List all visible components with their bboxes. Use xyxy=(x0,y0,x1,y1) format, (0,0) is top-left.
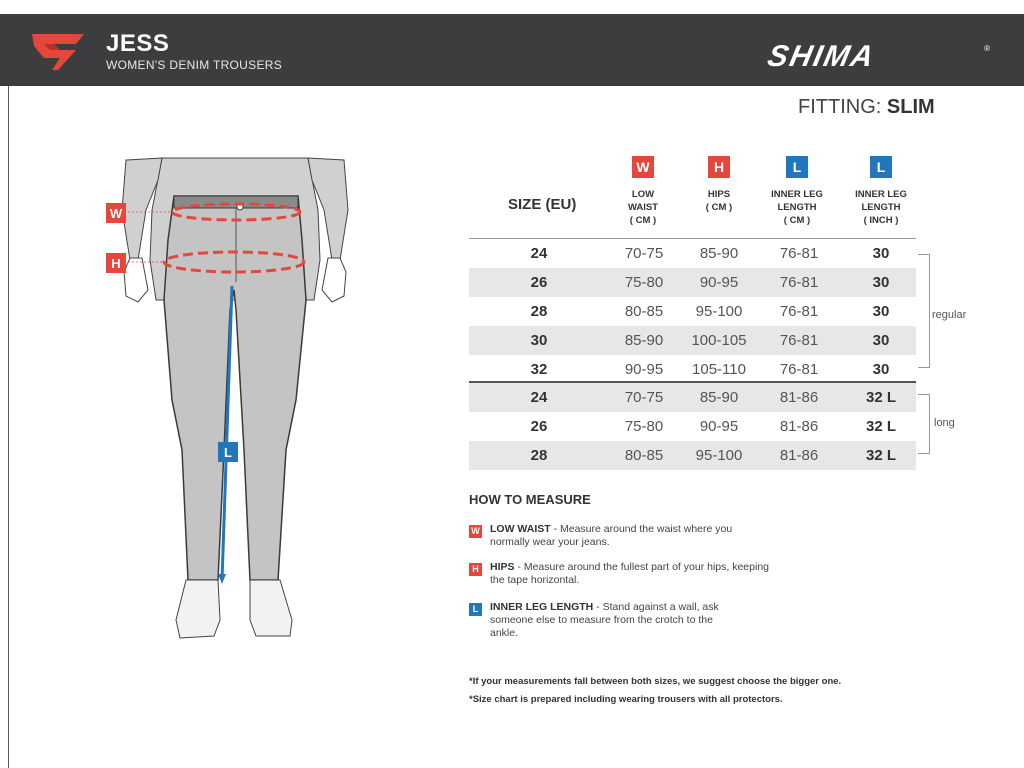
column-badge-l: L xyxy=(786,156,808,178)
brand-name: SHIMA xyxy=(764,40,879,73)
cell-waist: 70-75 xyxy=(624,245,664,262)
page-left-rule xyxy=(8,86,9,768)
figure-marker-l-label: L xyxy=(224,445,232,460)
column-label-line: WAIST xyxy=(627,202,659,213)
cell-inner-inch: 30 xyxy=(872,245,890,262)
column-badge-h: H xyxy=(708,156,730,178)
cell-hips: 90-95 xyxy=(699,274,739,291)
column-label-line: LOW xyxy=(631,189,655,200)
cell-inner-cm: 76-81 xyxy=(779,332,819,349)
cell-hips: 95-100 xyxy=(695,303,743,320)
column-badge-w: W xyxy=(632,156,654,178)
cell-inner-inch: 32 L xyxy=(865,447,896,464)
table-row xyxy=(469,383,916,412)
cell-inner-cm: 81-86 xyxy=(779,389,819,406)
footnote-between-sizes: *If your measurements fall between both sizes, we suggest choose the bigger one. xyxy=(469,676,842,687)
cell-hips: 95-100 xyxy=(695,447,743,464)
bracket-regular xyxy=(918,254,930,368)
bracket-long xyxy=(918,394,930,454)
table-row xyxy=(469,268,916,297)
column-header-hips xyxy=(674,156,764,214)
cell-inner-cm: 81-86 xyxy=(779,418,819,435)
fitting-key: FITTING: xyxy=(798,96,882,118)
cell-size: 28 xyxy=(530,447,548,464)
measure-item-name: INNER LEG LENGTH xyxy=(490,601,594,613)
measure-item-hips xyxy=(469,561,769,587)
cell-hips: 90-95 xyxy=(699,418,739,435)
column-label-line: ( CM ) xyxy=(629,215,657,226)
group-label-regular: regular xyxy=(932,309,967,321)
cell-waist: 80-85 xyxy=(624,303,664,320)
cell-hips: 105-110 xyxy=(692,361,746,378)
measure-item-text: - Stand against a wall, ask someone else to measure from the crotch to the ankle. xyxy=(490,601,719,639)
product-subtitle: WOMEN'S DENIM TROUSERS xyxy=(106,58,283,72)
cell-size: 30 xyxy=(530,332,548,349)
cell-size: 24 xyxy=(530,245,548,262)
table-row xyxy=(469,441,916,470)
shima-logo-icon xyxy=(30,32,86,72)
column-label-line: INNER LEG xyxy=(855,189,907,200)
cell-inner-inch: 32 L xyxy=(865,418,896,435)
column-label-line: LENGTH xyxy=(777,202,817,213)
cell-inner-inch: 32 L xyxy=(865,389,896,406)
table-row xyxy=(469,412,916,441)
column-label-line: ( CM ) xyxy=(705,202,733,213)
cell-inner-cm: 76-81 xyxy=(779,361,819,378)
column-label-line: INNER LEG xyxy=(771,189,823,200)
brand-registered-mark: ® xyxy=(984,44,990,53)
cell-inner-inch: 30 xyxy=(872,274,890,291)
cell-waist: 70-75 xyxy=(624,389,664,406)
table-row xyxy=(469,239,916,268)
group-label-long: long xyxy=(934,417,955,429)
cell-size: 32 xyxy=(530,361,548,378)
cell-hips: 85-90 xyxy=(699,389,739,406)
measure-item-text: - Measure around the fullest part of your hips, keeping the tape horizontal. xyxy=(490,561,769,586)
figure-marker-h-label: H xyxy=(111,256,121,271)
cell-waist: 80-85 xyxy=(624,447,664,464)
table-row xyxy=(469,297,916,326)
column-label-line: LENGTH xyxy=(861,202,901,213)
measure-badge-h: H xyxy=(469,563,482,576)
measure-item-waist xyxy=(469,523,769,549)
column-header-inner-leg-inch xyxy=(836,156,926,227)
cell-hips: 100-105 xyxy=(691,332,747,349)
cell-inner-cm: 81-86 xyxy=(779,447,819,464)
cell-size: 24 xyxy=(530,389,548,406)
measure-badge-w: W xyxy=(469,525,482,538)
figure-marker-w-label: W xyxy=(109,206,123,221)
footnote-protectors: *Size chart is prepared including wearing trousers with all protectors. xyxy=(469,694,783,705)
cell-size: 28 xyxy=(530,303,548,320)
table-row xyxy=(469,326,916,355)
cell-waist: 75-80 xyxy=(624,418,664,435)
trousers-figure-illustration xyxy=(100,150,370,650)
cell-inner-inch: 30 xyxy=(872,361,890,378)
measure-badge-l: L xyxy=(469,603,482,616)
cell-waist: 90-95 xyxy=(624,361,664,378)
cell-inner-inch: 30 xyxy=(872,303,890,320)
column-label-line: ( CM ) xyxy=(783,215,811,226)
header-bar xyxy=(0,14,1024,86)
how-to-measure-title: HOW TO MEASURE xyxy=(469,492,591,507)
cell-size: 26 xyxy=(530,418,548,435)
cell-size: 26 xyxy=(530,274,548,291)
fitting-label xyxy=(798,96,935,119)
table-row xyxy=(469,355,916,384)
brand-logo xyxy=(764,40,990,76)
fitting-value: SLIM xyxy=(886,96,935,118)
cell-inner-cm: 76-81 xyxy=(779,274,819,291)
cell-waist: 75-80 xyxy=(624,274,664,291)
size-column-header: SIZE (EU) xyxy=(508,196,577,213)
measure-item-text: - Measure around the waist where you normally wear your jeans. xyxy=(490,523,733,548)
measure-item-name: HIPS xyxy=(490,561,515,573)
cell-inner-inch: 30 xyxy=(872,332,890,349)
column-label-line: HIPS xyxy=(707,189,731,200)
column-label-line: ( INCH ) xyxy=(863,215,899,226)
cell-inner-cm: 76-81 xyxy=(779,303,819,320)
measure-item-name: LOW WAIST xyxy=(490,523,551,535)
product-title: JESS xyxy=(106,30,170,57)
cell-hips: 85-90 xyxy=(699,245,739,262)
measure-item-inner-leg xyxy=(469,601,729,640)
column-header-inner-leg-cm xyxy=(752,156,842,227)
cell-waist: 85-90 xyxy=(624,332,664,349)
column-badge-l: L xyxy=(870,156,892,178)
cell-inner-cm: 76-81 xyxy=(779,245,819,262)
